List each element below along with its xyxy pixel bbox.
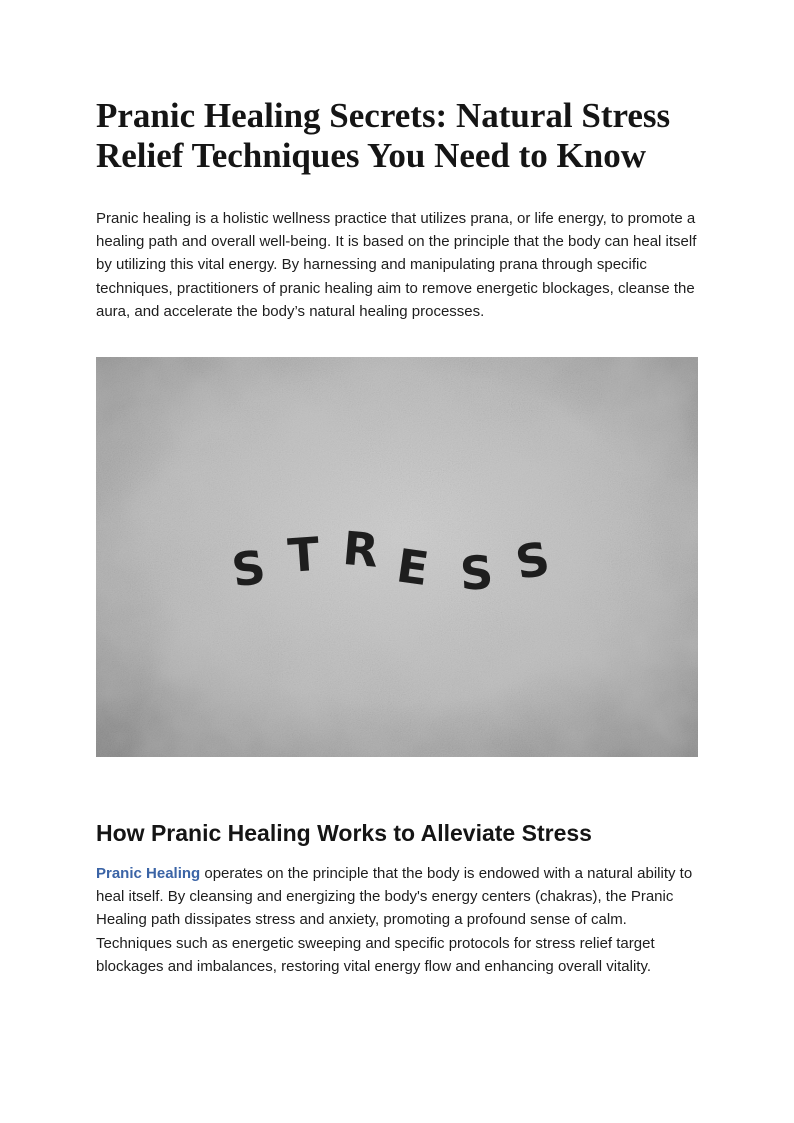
article-title-line-1: Pranic Healing Secrets: Natural Stress	[96, 96, 671, 135]
stress-letters-image	[96, 357, 698, 757]
letter-2: T	[286, 526, 322, 583]
letter-1: S	[228, 539, 269, 598]
stress-image-svg	[96, 357, 698, 757]
letter-4: E	[393, 538, 433, 597]
letter-5: S	[458, 545, 495, 601]
article-title-line-2: Relief Techniques You Need to Know	[96, 136, 647, 175]
pranic-healing-link[interactable]: Pranic Healing	[96, 865, 201, 882]
intro-paragraph: Pranic healing is a holistic wellness practice that utilizes prana, or life energy, to promote a healing path and overall well-being. It is based on the principle that the body can heal itself by utilizing this vital energy. By harnessing and manipulating prana through specific techniques, practitioners of pranic healing aim to remove energetic blockages, cleanse the aura, and accelerate the body’s natural healing processes.	[96, 210, 697, 320]
section-heading: How Pranic Healing Works to Alleviate Stress	[96, 820, 592, 846]
section-paragraph-text: operates on the principle that the body is endowed with a natural ability to heal itself. By cleansing and energizing the body's energy centers (chakras), the Pranic Healing path dissipates stress and anxiety, promoting a profound sense of calm. Techniques such as energetic sweeping and specific protocols for stress relief target blockages and imbalances, restoring vital energy flow and enhancing overall vitality.	[96, 865, 693, 975]
letter-6: S	[511, 531, 554, 591]
letter-3: R	[340, 520, 381, 578]
article-title	[96, 96, 698, 176]
section-paragraph	[96, 862, 698, 978]
